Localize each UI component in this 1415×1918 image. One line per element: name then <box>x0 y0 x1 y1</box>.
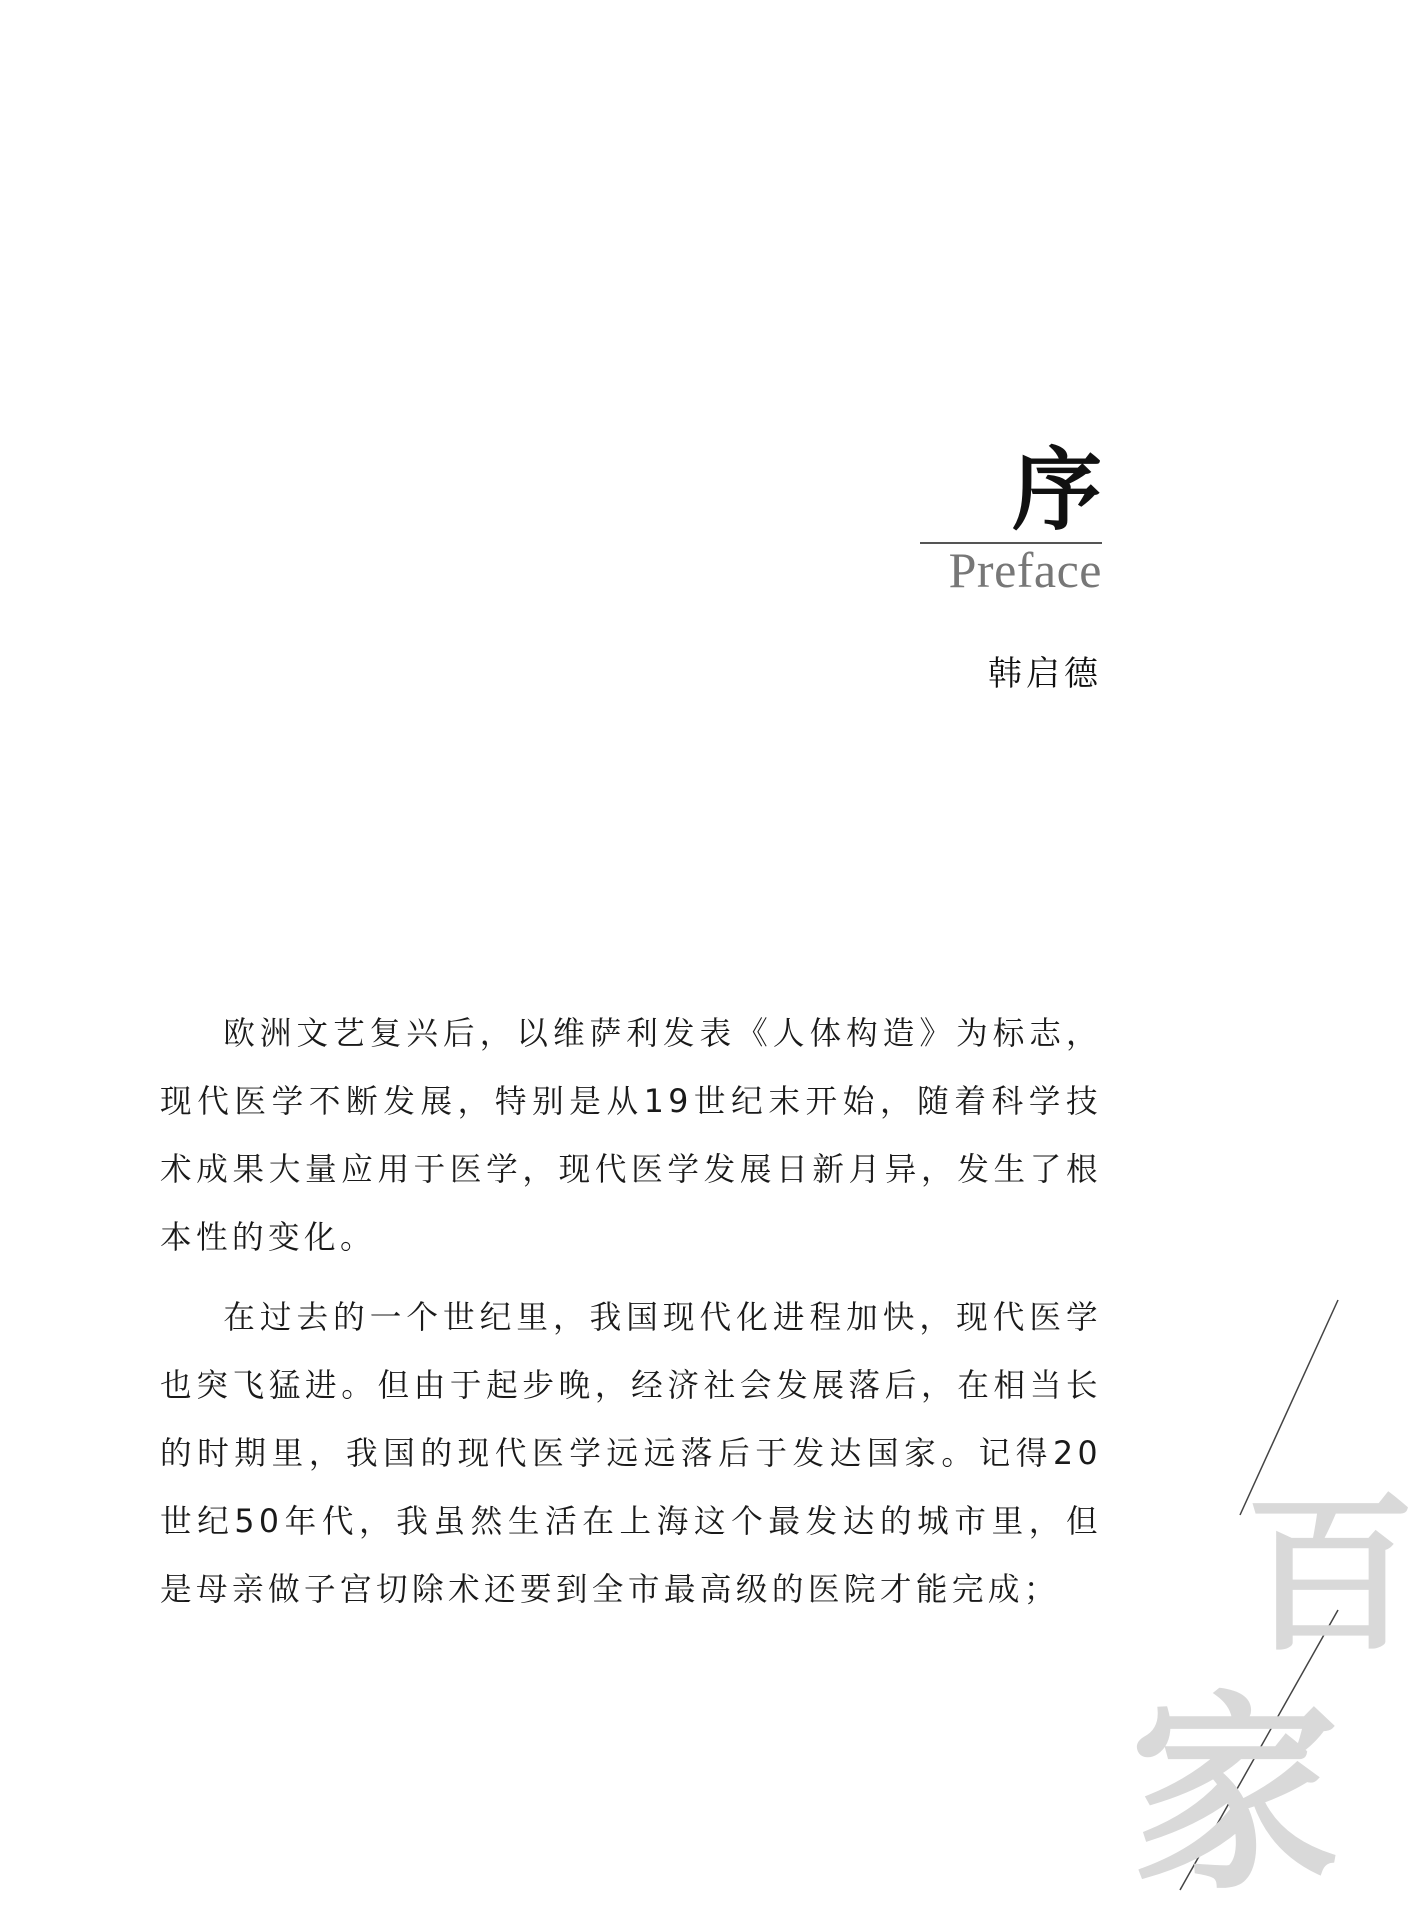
watermark-char-1: 百 <box>1245 1475 1415 1675</box>
page-title: 序 <box>1012 437 1102 543</box>
title-block <box>902 437 1102 543</box>
paragraph: 在过去的一个世纪里，我国现代化进程加快，现代医学也突飞猛进。但由于起步晚，经济社会发展落后，在相当长的时期里，我国的现代医学远远落后于发达国家。记得20世纪50年代，我虽然生活在上海这个最发达的城市里，但是母亲做子宫切除术还要到全市最高级的医院才能完成； <box>160 1300 1102 1608</box>
author-name: 韩启德 <box>988 654 1102 694</box>
paragraph: 欧洲文艺复兴后，以维萨利发表《人体构造》为标志，现代医学不断发展，特别是从19世纪末开始，随着科学技术成果大量应用于医学，现代医学发展日新月异，发生了根本性的变化。 <box>160 1016 1102 1256</box>
body-text <box>160 1000 1102 1636</box>
page-subtitle-english: Preface <box>948 542 1102 598</box>
watermark-char-2: 家 <box>1130 1671 1341 1918</box>
decorative-watermark <box>1040 1260 1415 1918</box>
